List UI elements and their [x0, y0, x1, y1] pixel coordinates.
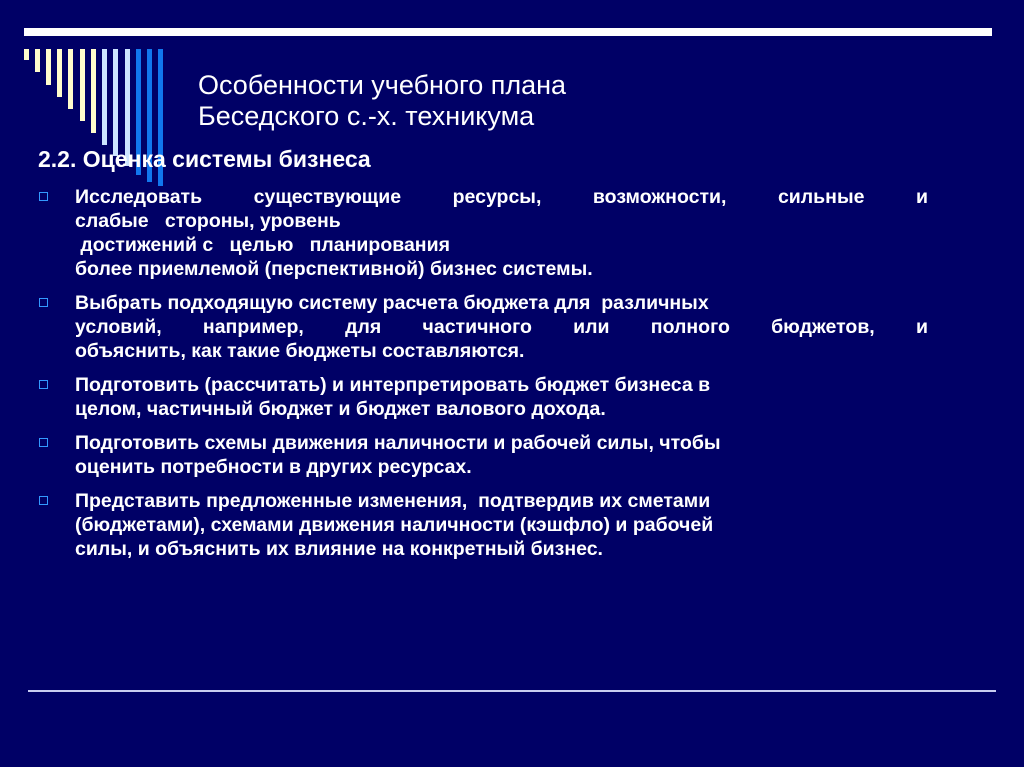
decorative-bar [91, 49, 96, 133]
bullet-line: целом, частичный бюджет и бюджет валового дохода. [75, 398, 606, 420]
bullet-line: Выбрать подходящую систему расчета бюджета для различных [75, 292, 709, 314]
decorative-bar [102, 49, 107, 145]
bullet-line: объяснить, как такие бюджеты составляются. [75, 340, 525, 362]
decorative-bar [68, 49, 73, 109]
bullet-list [38, 185, 928, 571]
hollow-square-icon [39, 496, 48, 505]
bullet-line: (бюджетами), схемами движения наличности (кэшфло) и рабочей [75, 514, 714, 536]
bullet-line: более приемлемой (перспективной) бизнес системы. [75, 258, 593, 280]
decorative-bar [113, 49, 118, 156]
bullet-line: достижений с целью планирования [75, 234, 450, 256]
bullet-item [38, 291, 928, 363]
bullet-line: Подготовить (рассчитать) и интерпретировать бюджет бизнеса в [75, 374, 711, 396]
bullet-item [38, 185, 928, 281]
bullet-line: оценить потребности в других ресурсах. [75, 456, 472, 478]
bullet-item [38, 373, 928, 421]
bullet-item [38, 431, 928, 479]
bullet-line: Исследовать существующие ресурсы, возможности, сильные и [75, 186, 928, 208]
bullet-item [38, 489, 928, 561]
decorative-bar [24, 49, 29, 60]
slide-title-line-1: Особенности учебного плана [198, 70, 567, 100]
bottom-rule [28, 690, 996, 692]
bullet-line: слабые стороны, уровень [75, 210, 341, 232]
bullet-line: Подготовить схемы движения наличности и рабочей силы, чтобы [75, 432, 721, 454]
hollow-square-icon [39, 298, 48, 307]
bullet-line: Представить предложенные изменения, подтвердив их сметами [75, 490, 711, 512]
hollow-square-icon [39, 192, 48, 201]
decorative-bar [35, 49, 40, 72]
bullet-line: условий, например, для частичного или полного бюджетов, и [75, 316, 928, 338]
hollow-square-icon [39, 438, 48, 447]
top-rule [24, 28, 992, 36]
slide-title-line-2: Беседского с.-х. техникума [198, 101, 535, 131]
section-subtitle: 2.2. Оценка системы бизнеса [38, 146, 371, 172]
decorative-bar [46, 49, 51, 85]
decorative-bar [80, 49, 85, 121]
hollow-square-icon [39, 380, 48, 389]
bullet-line: силы, и объяснить их влияние на конкретный бизнес. [75, 538, 603, 560]
slide-title [198, 70, 566, 132]
decorative-bar [57, 49, 62, 97]
